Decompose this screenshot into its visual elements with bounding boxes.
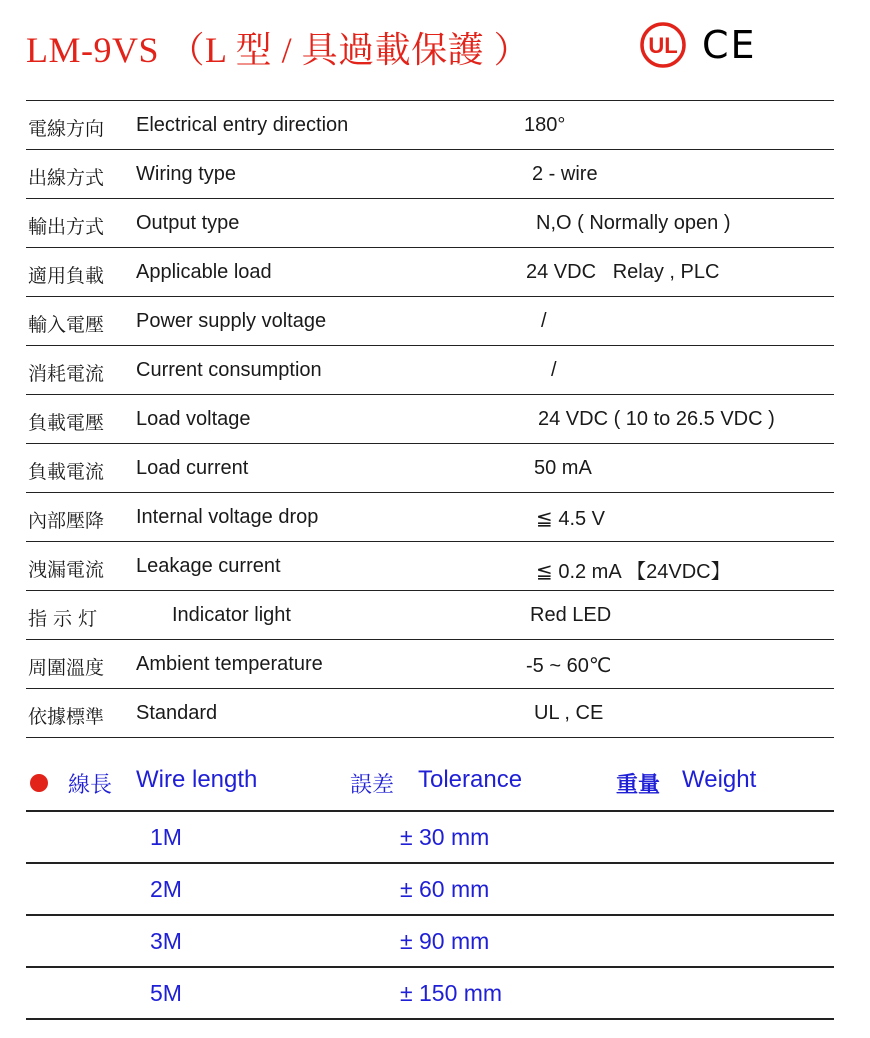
spec-row (26, 689, 834, 738)
spec-value: 180° (524, 114, 566, 136)
spec-label-zh: 適用負載 (28, 265, 105, 287)
spec-value: N,O ( Normally open ) (536, 212, 731, 234)
spec-row (26, 199, 834, 248)
spec-row (26, 150, 834, 199)
spec-row (26, 640, 834, 689)
spec-label-zh: 周圍溫度 (28, 657, 105, 679)
spec-label-en: Internal voltage drop (136, 506, 319, 528)
wire-length-label-en: Wire length (136, 766, 258, 793)
weight-label-en: Weight (682, 766, 757, 793)
spec-table (26, 100, 834, 738)
spec-label-zh: 電線方向 (28, 118, 105, 140)
title-row (26, 18, 846, 78)
tolerance-value: ± 90 mm (400, 928, 490, 954)
table-row (26, 968, 834, 1020)
spec-label-zh: 指 示 灯 (28, 608, 98, 630)
wire-length-value: 5M (150, 980, 182, 1006)
spec-label-zh: 輸入電壓 (28, 314, 105, 336)
spec-label-zh: 負載電流 (28, 461, 105, 483)
spec-label-en: Ambient temperature (136, 653, 323, 675)
spec-label-zh: 輸出方式 (28, 216, 105, 238)
spec-label-en: Standard (136, 702, 218, 724)
spec-label-en: Wiring type (136, 163, 237, 185)
spec-value: / (541, 310, 547, 332)
spec-row (26, 248, 834, 297)
wire-length-value: 2M (150, 876, 182, 902)
spec-value: 24 VDC Relay , PLC (526, 261, 720, 283)
wire-length-value: 3M (150, 928, 182, 954)
spec-value: / (551, 359, 557, 381)
wire-length-label-zh: 線長 (68, 773, 113, 798)
wire-length-table (26, 810, 834, 1020)
spec-label-zh: 洩漏電流 (28, 559, 105, 581)
red-bullet-icon (30, 774, 48, 792)
spec-row (26, 297, 834, 346)
spec-value: Red LED (530, 604, 612, 626)
spec-label-en: Applicable load (136, 261, 272, 283)
page-title: LM-9VS （L 型 / 具過載保護 ） (26, 30, 531, 70)
table-row (26, 812, 834, 864)
wire-table-header (26, 760, 834, 804)
spec-label-en: Power supply voltage (136, 310, 327, 332)
spec-label-en: Output type (136, 212, 240, 234)
ce-certification-logo: CE (702, 23, 757, 67)
tolerance-label-zh: 誤差 (350, 773, 395, 798)
spec-label-en: Current consumption (136, 359, 322, 381)
spec-label-zh: 內部壓降 (28, 510, 105, 532)
spec-label-en: Indicator light (172, 604, 291, 626)
table-row (26, 916, 834, 968)
spec-label-en: Electrical entry direction (136, 114, 349, 136)
tolerance-value: ± 150 mm (400, 980, 503, 1006)
spec-label-en: Load voltage (136, 408, 251, 430)
tolerance-value: ± 60 mm (400, 876, 490, 902)
spec-label-en: Leakage current (136, 555, 281, 577)
spec-value: -5 ~ 60℃ (526, 655, 612, 677)
spec-row (26, 395, 834, 444)
spec-value: UL , CE (534, 702, 604, 724)
weight-label-zh: 重量 (616, 773, 661, 798)
spec-label-zh: 出線方式 (28, 167, 105, 189)
ul-certification-logo (640, 22, 686, 68)
spec-row (26, 493, 834, 542)
spec-value: 2 - wire (532, 163, 598, 185)
tolerance-value: ± 30 mm (400, 824, 490, 850)
ul-logo-text: UL (648, 33, 678, 58)
spec-value: 50 mA (534, 457, 592, 479)
tolerance-label-en: Tolerance (418, 766, 523, 793)
spec-row (26, 101, 834, 150)
spec-label-zh: 負載電壓 (28, 412, 105, 434)
spec-value: 24 VDC ( 10 to 26.5 VDC ) (538, 408, 775, 430)
spec-label-zh: 消耗電流 (28, 363, 105, 385)
spec-row (26, 591, 834, 640)
spec-row (26, 346, 834, 395)
spec-row (26, 444, 834, 493)
spec-label-zh: 依據標準 (28, 706, 105, 728)
table-row (26, 864, 834, 916)
wire-length-value: 1M (150, 824, 182, 850)
spec-label-en: Load current (136, 457, 249, 479)
spec-row (26, 542, 834, 591)
spec-value: ≦ 0.2 mA 【24VDC】 (536, 561, 731, 583)
spec-value: ≦ 4.5 V (536, 508, 606, 530)
